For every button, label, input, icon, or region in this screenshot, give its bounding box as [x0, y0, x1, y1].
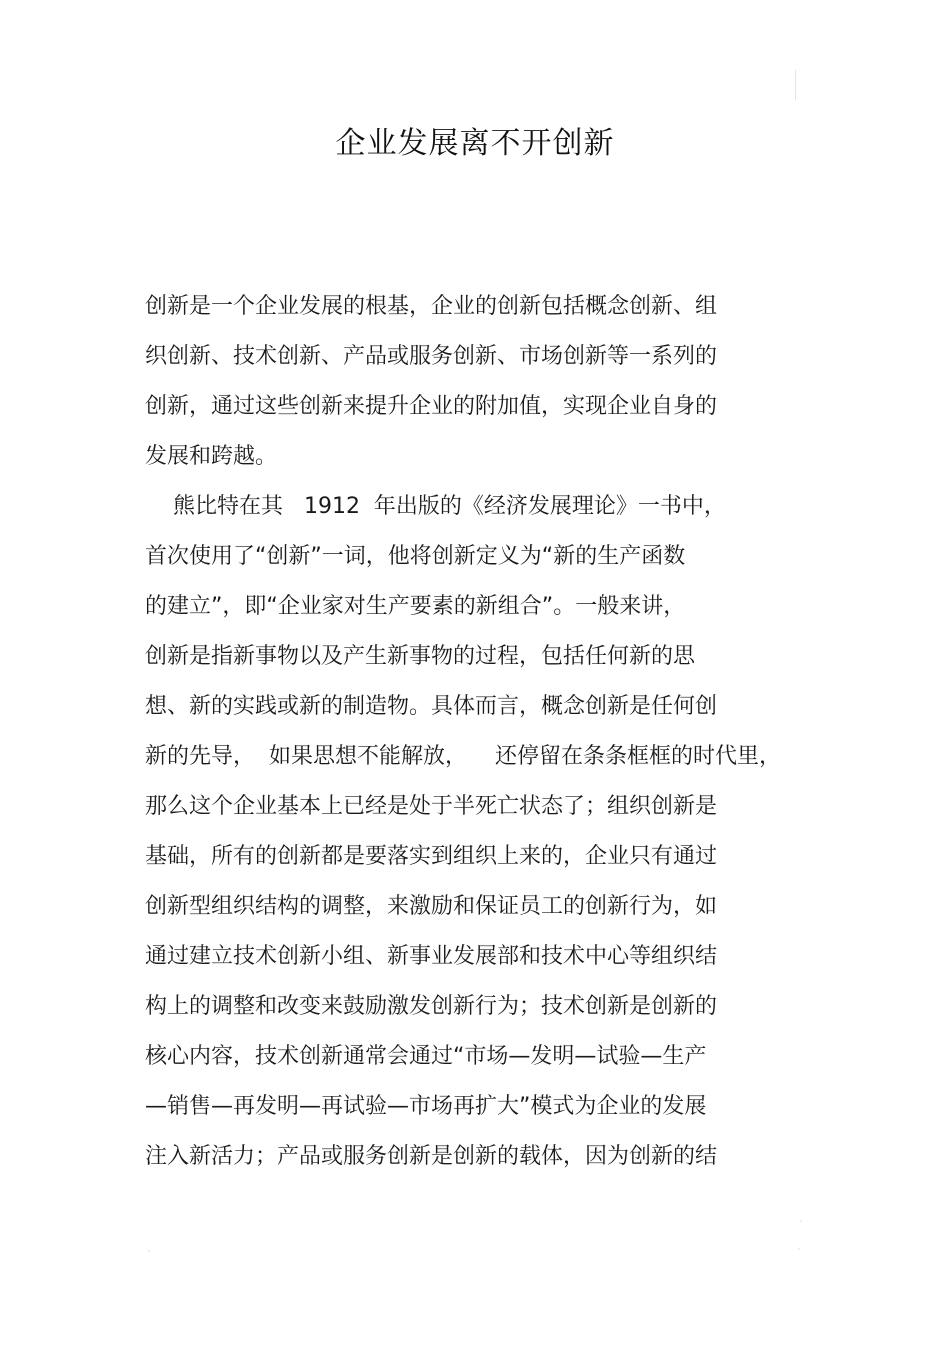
page-corner-mark: [795, 70, 796, 100]
scan-speck: [148, 1250, 150, 1252]
paragraph-line: 那么这个企业基本上已经是处于半死亡状态了；组织创新是: [145, 794, 718, 819]
paragraph-line: 创新是一个企业发展的根基，企业的创新包括概念创新、组: [145, 294, 718, 319]
scan-speck: [798, 1248, 800, 1250]
paragraph-line: 构上的调整和改变来鼓励激发创新行为；技术创新是创新的: [145, 994, 718, 1019]
paragraph-line: 首次使用了“创新”一词，他将创新定义为“新的生产函数: [145, 544, 686, 569]
paragraph-line: 新的先导， 如果思想不能解放， 还停留在条条框框的时代里，: [145, 744, 781, 769]
paragraph-line: 通过建立技术创新小组、新事业发展部和技术中心等组织结: [145, 944, 718, 969]
paragraph-line: 创新是指新事物以及产生新事物的过程，包括任何新的思: [145, 644, 696, 669]
paragraph-line: 创新型组织结构的调整，来激励和保证员工的创新行为，如: [145, 894, 718, 919]
paragraph-line: 注入新活力；产品或服务创新是创新的载体，因为创新的结: [145, 1144, 718, 1169]
paragraph-line: 核心内容，技术创新通常会通过“市场—发明—试验—生产: [145, 1044, 707, 1069]
paragraph-line: 想、新的实践或新的制造物。具体而言，概念创新是任何创: [145, 694, 718, 719]
paragraph-line: —销售—再发明—再试验—市场再扩大”模式为企业的发展: [145, 1094, 707, 1119]
paragraph-line: 创新，通过这些创新来提升企业的附加值，实现企业自身的: [145, 394, 718, 419]
scan-speck: [800, 1220, 802, 1222]
paragraph-line: 熊比特在其 1912 年出版的《经济发展理论》一书中，: [145, 494, 726, 519]
paragraph-line: 织创新、技术创新、产品或服务创新、市场创新等一系列的: [145, 344, 718, 369]
document-title: 企业发展离不开创新: [335, 126, 615, 161]
paragraph-line: 发展和跨越。: [145, 444, 278, 469]
paragraph-line: 基础，所有的创新都是要落实到组织上来的，企业只有通过: [145, 844, 718, 869]
paragraph-line: 的建立”，即“企业家对生产要素的新组合”。一般来讲，: [145, 594, 686, 619]
